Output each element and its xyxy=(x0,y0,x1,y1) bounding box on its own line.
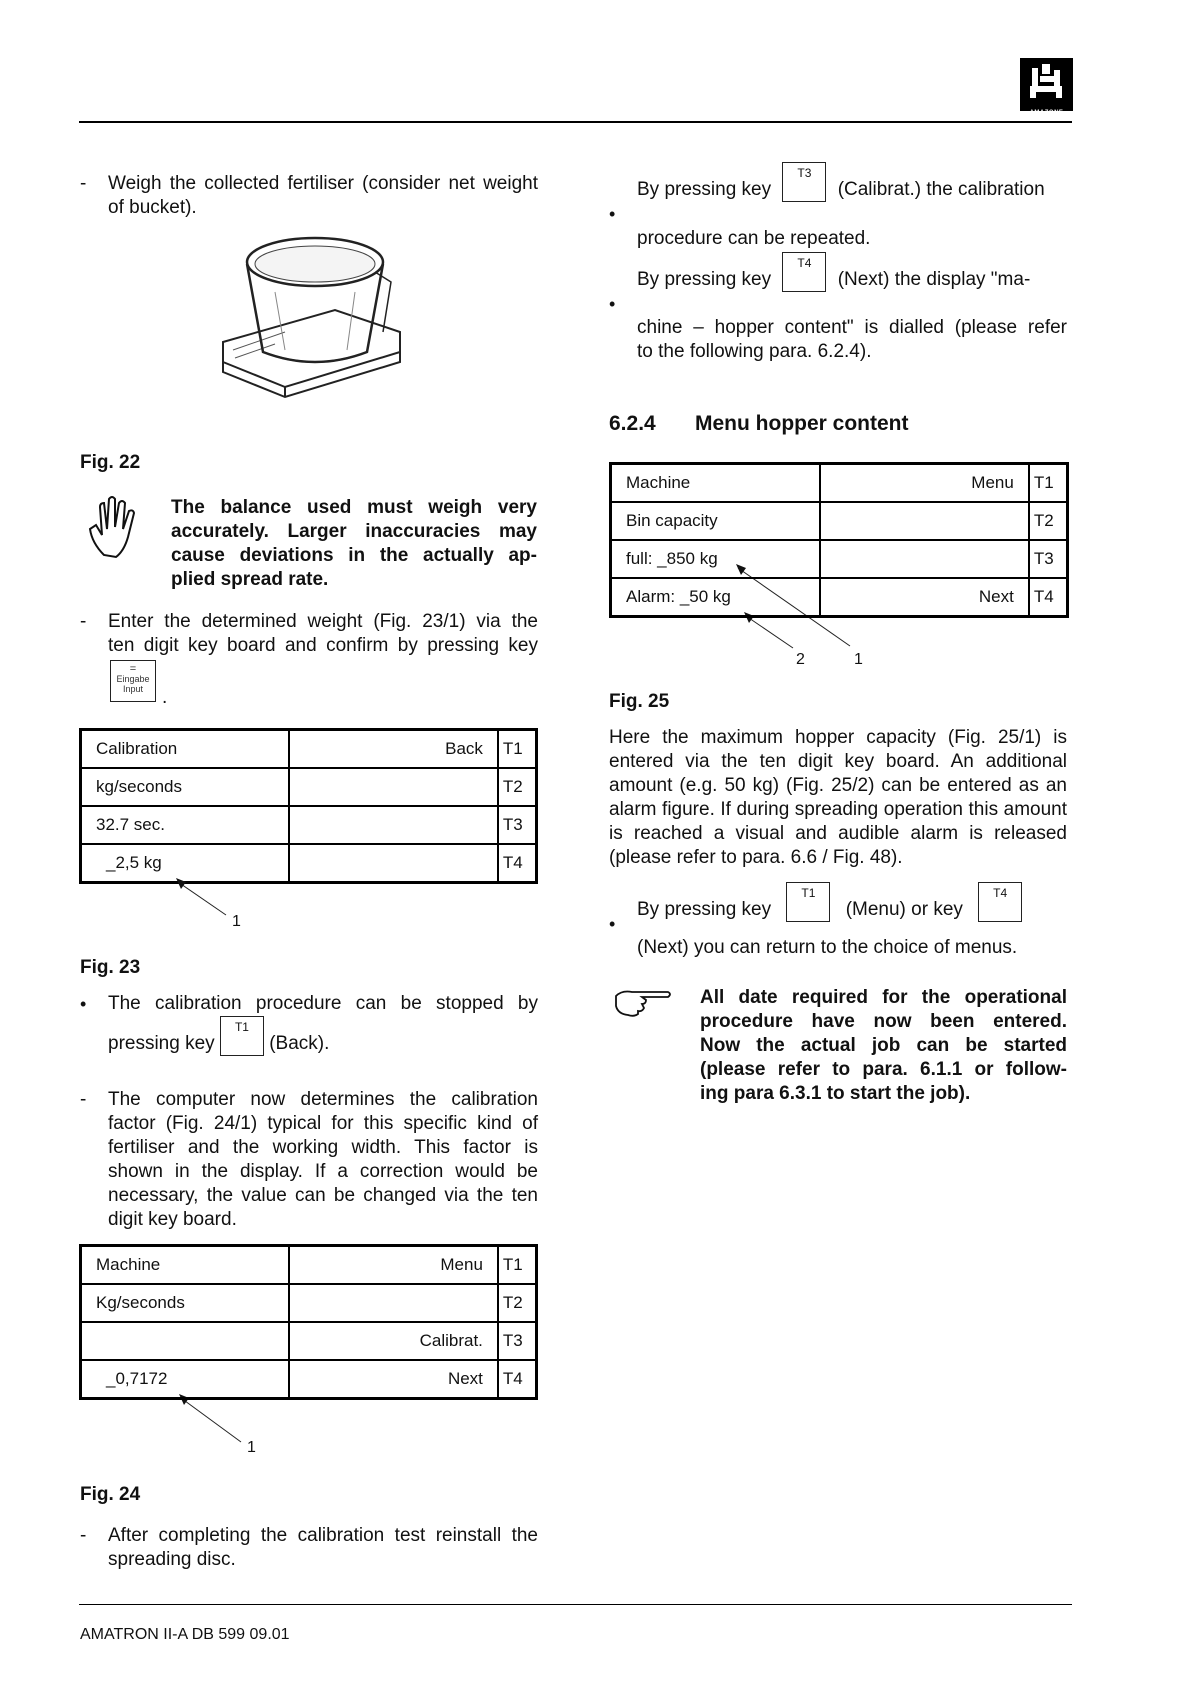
pointing-hand-icon xyxy=(612,986,674,1018)
cell-key: T2 xyxy=(1029,502,1068,540)
bullet-dot: • xyxy=(609,294,616,314)
dash-marker: - xyxy=(80,1089,87,1110)
cell-right: Next xyxy=(820,578,1029,617)
b3-line-1 xyxy=(637,882,1077,922)
pointer-label-2: 2 xyxy=(796,651,805,668)
b2-text-a: By pressing key xyxy=(637,269,772,290)
dash-marker: - xyxy=(80,173,87,194)
b2-line-2: chine – hopper content" is dialled (please refer xyxy=(637,317,1067,338)
cell-left: Machine xyxy=(81,1246,290,1285)
note-line-2: procedure have now been entered. xyxy=(700,1011,1067,1032)
dash-marker: - xyxy=(80,1525,87,1546)
t1-key: T1 xyxy=(220,1016,264,1056)
computer-paragraph: The computer now determines the calibration factor (Fig. 24/1) typical for this specific kind of fertiliser and the working width. This factor is shown in the display. If a correction would be necessary, the value can be changed via the ten digit key board. xyxy=(108,1089,538,1230)
note-line-4: (please refer to para. 6.1.1 or follow- xyxy=(700,1059,1067,1080)
key-equals: = xyxy=(129,663,137,675)
t1-key: T1 xyxy=(786,882,830,922)
cell-right: Next xyxy=(289,1360,497,1399)
cell-left: _2,5 kg xyxy=(81,844,290,883)
warning-line-1: The balance used must weigh very xyxy=(171,497,537,518)
b2-text-b: (Next) the display "ma- xyxy=(837,269,1031,290)
cell-key: T4 xyxy=(1029,578,1068,617)
cell-right xyxy=(289,1284,497,1322)
pointer-label-1: 1 xyxy=(854,651,863,668)
table-row xyxy=(611,502,1068,540)
bullet-dot: • xyxy=(80,994,87,1014)
cell-right xyxy=(820,540,1029,578)
fig24-caption: Fig. 24 xyxy=(80,1484,141,1505)
b3-text-a: By pressing key xyxy=(637,899,772,920)
cell-key: T3 xyxy=(1029,540,1068,578)
b1-line-1 xyxy=(637,162,1067,202)
cell-key: T4 xyxy=(498,1360,537,1399)
note-line-1: All date required for the operational xyxy=(700,987,1067,1008)
b3-text-b: (Menu) or key xyxy=(845,899,963,920)
cell-left: Machine xyxy=(611,464,820,503)
footer-text: AMATRON II-A DB 599 09.01 xyxy=(80,1626,290,1643)
table-row xyxy=(81,1322,537,1360)
cell-key: T3 xyxy=(498,1322,537,1360)
section-number: 6.2.4 xyxy=(609,412,656,435)
cell-left: Calibration xyxy=(81,730,290,769)
table-row xyxy=(611,464,1068,503)
b2-line-3: to the following para. 6.2.4). xyxy=(637,341,872,362)
cell-right: Menu xyxy=(820,464,1029,503)
fig25-caption: Fig. 25 xyxy=(609,691,670,712)
b1-text-a: By pressing key xyxy=(637,179,772,200)
b2-line-1 xyxy=(637,252,1067,292)
hopper-paragraph: Here the maximum hopper capacity (Fig. 25/1) is entered via the ten digit key board. An additional amount (e.g. 50 kg) (Fig. 25/2) can be entered as an alarm figure. If during spreading operation this amount is reached a visual and audible alarm is released (please refer to para. 6.6 / Fig. 48). xyxy=(609,727,1067,868)
pointer-label-1: 1 xyxy=(247,1439,256,1456)
key-eingabe: Eingabe xyxy=(116,674,150,684)
cell-key: T1 xyxy=(498,730,537,769)
warning-line-4: plied spread rate. xyxy=(171,569,329,590)
table-row xyxy=(81,1246,537,1285)
cell-left: 32.7 sec. xyxy=(81,806,290,844)
after-paragraph: After completing the calibration test reinstall the spreading disc. xyxy=(108,1525,538,1570)
display-table-fig25 xyxy=(609,462,1069,618)
enter-line-2: ten digit key board and confirm by pressing key xyxy=(108,635,538,656)
stop-line-2 xyxy=(108,1016,329,1056)
cell-left: Alarm: _50 kg xyxy=(611,578,820,617)
cell-key: T4 xyxy=(498,844,537,883)
weigh-paragraph: Weigh the collected fertiliser (consider net weight of bucket). xyxy=(108,173,538,218)
display-table-fig24 xyxy=(79,1244,538,1400)
t4-key: T4 xyxy=(978,882,1022,922)
t3-key: T3 xyxy=(782,162,826,202)
b3-line-2: (Next) you can return to the choice of menus. xyxy=(637,937,1018,958)
key-input: Input xyxy=(122,684,144,694)
b1-text-b: (Calibrat.) the calibration xyxy=(837,179,1045,200)
cell-right: Menu xyxy=(289,1246,497,1285)
cell-left: full: _850 kg xyxy=(611,540,820,578)
fig22-caption: Fig. 22 xyxy=(80,452,141,473)
cell-left: Bin capacity xyxy=(611,502,820,540)
table-row xyxy=(611,540,1068,578)
footer-rule xyxy=(79,1604,1072,1605)
note-line-5: ing para 6.3.1 to start the job). xyxy=(700,1083,971,1104)
cell-right: Calibrat. xyxy=(289,1322,497,1360)
table-row xyxy=(81,1360,537,1399)
cell-key: T2 xyxy=(498,768,537,806)
cell-left xyxy=(81,1322,290,1360)
b1-line-2: procedure can be repeated. xyxy=(637,228,871,249)
period: . xyxy=(162,687,168,708)
cell-right: Back xyxy=(289,730,497,769)
dash-marker: - xyxy=(80,611,87,632)
table-row xyxy=(611,578,1068,617)
enter-line-1: Enter the determined weight (Fig. 23/1) via the xyxy=(108,611,538,632)
cell-key: T2 xyxy=(498,1284,537,1322)
warning-line-3: cause deviations in the actually ap- xyxy=(171,545,537,566)
cell-left: Kg/seconds xyxy=(81,1284,290,1322)
cell-left: kg/seconds xyxy=(81,768,290,806)
cell-right xyxy=(820,502,1029,540)
t4-key: T4 xyxy=(782,252,826,292)
note-line-3: Now the actual job can be started xyxy=(700,1035,1067,1056)
cell-key: T1 xyxy=(498,1246,537,1285)
cell-key: T1 xyxy=(1029,464,1068,503)
fig23-caption: Fig. 23 xyxy=(80,957,141,978)
table-row xyxy=(81,1284,537,1322)
warning-line-2: accurately. Larger inaccuracies may xyxy=(171,521,537,542)
stop-line-1: The calibration procedure can be stopped by xyxy=(108,993,538,1014)
cell-left: _0,7172 xyxy=(81,1360,290,1399)
stop-text-b: (Back). xyxy=(269,1033,330,1054)
pointer-label-1: 1 xyxy=(232,913,241,930)
bullet-dot: • xyxy=(609,204,616,224)
logo-text: AMAZONE xyxy=(1029,110,1064,116)
stop-text-a: pressing key xyxy=(108,1033,215,1054)
bullet-dot: • xyxy=(609,914,616,934)
cell-key: T3 xyxy=(498,806,537,844)
section-title: Menu hopper content xyxy=(695,412,909,435)
